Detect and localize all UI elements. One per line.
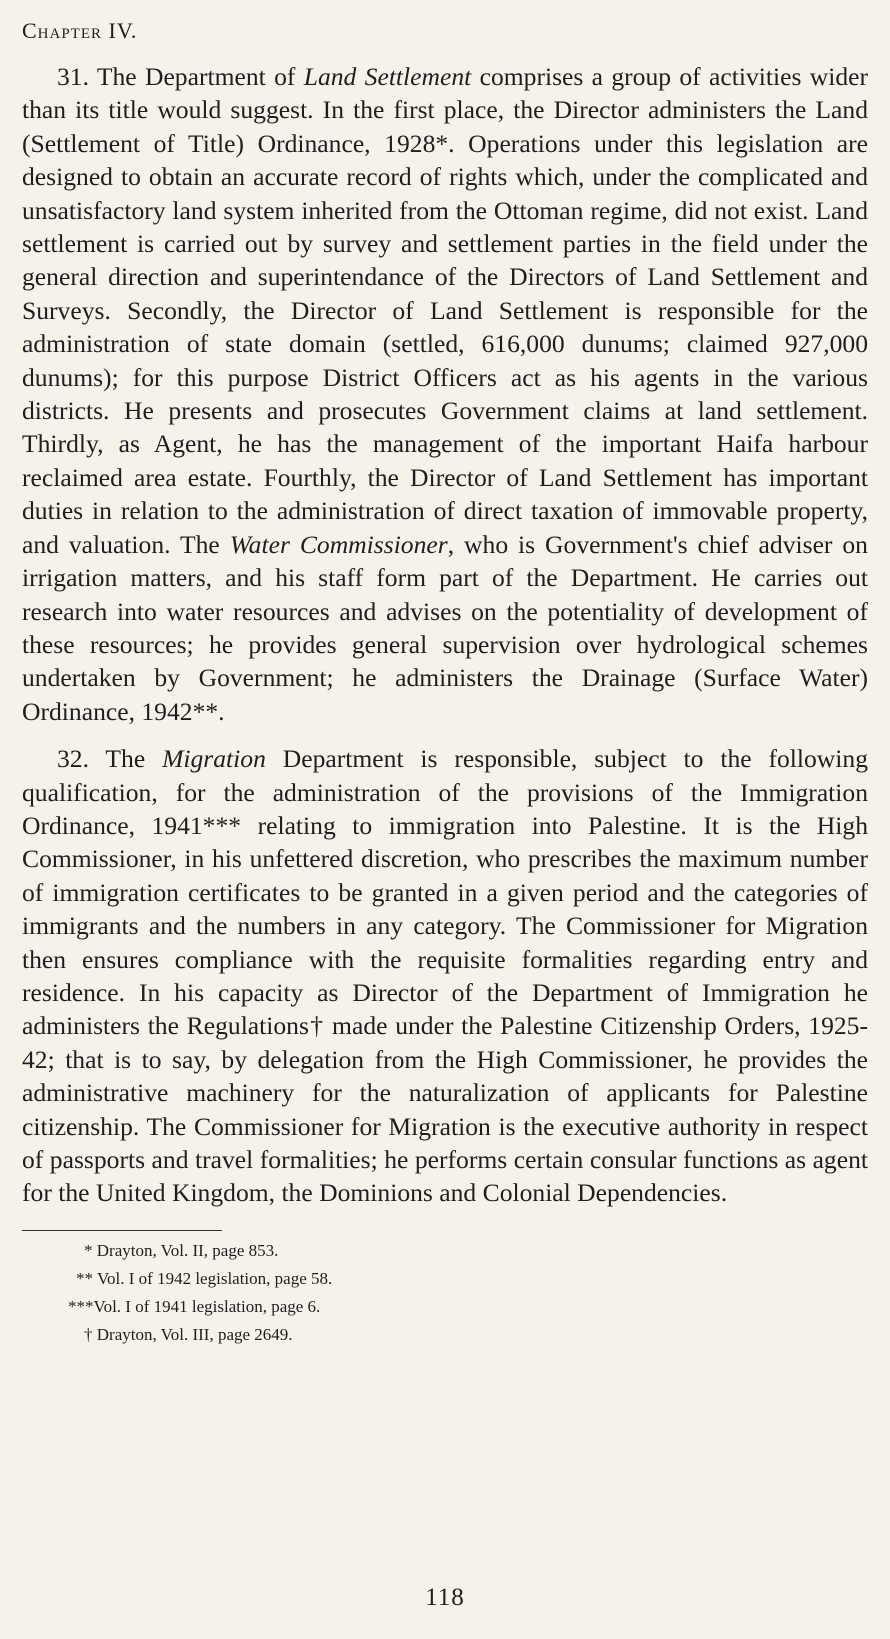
footnote	[22, 1265, 868, 1293]
paragraph-31-text-1: 31. The Department of	[57, 62, 304, 91]
footnote-text: Vol. I of 1941 legislation, page 6.	[93, 1296, 321, 1316]
paragraph-31-text-2: comprises a group of activities wider than its title would suggest. In the first place, the Director administers the Land (Settlement of Title) Ordinance, 1928*. Operations under this legislation are designed to obtain an accurate record of rights which, under the complicated and unsatisfactory land system inherited from the Ottoman regime, did not exist. Land settlement is carried out by survey and settlement parties in the field under the general direction and superintendance of the Directors of Land Settlement and Surveys. Secondly, the Director of Land Settlement is responsible for the administration of state domain (settled, 616,000 dunums; claimed 927,000 dunums); for this purpose District Officers act as his agents in the various districts. He presents and prosecutes Government claims at land settlement. Thirdly, as Agent, he has the management of the important Haifa harbour reclaimed area estate. Fourthly, the Director of Land Settlement has important duties in relation to the administration of direct taxation of immovable property, and valuation. The	[22, 62, 868, 559]
footnote-text: Vol. I of 1942 legislation, page 58.	[96, 1268, 333, 1288]
paragraph-31-italic-2: Water Commissioner	[229, 529, 448, 559]
paragraph-32	[22, 742, 868, 1210]
paragraph-32-text-2: Department is responsible, subject to the following qualification, for the administration of the provisions of the Immigration Ordinance, 1941*** relating to immigration into Palestine. It is the High Commissioner, in his unfettered discretion, who prescribes the maximum number of immigration certificates to be granted in a given period and the categories of immigrants and the numbers in any category. The Commissioner for Migration then ensures compliance with the requisite formalities regarding entry and residence. In his capacity as Director of the Department of Immigration he administers the Regulations† made under the Palestine Citizenship Orders, 1925-42; that is to say, by delegation from the High Commissioner, he provides the administrative machinery for the naturalization of applicants for Palestine citizenship. The Commissioner for Migration is the executive authority in respect of passports and travel formalities; he performs certain consular functions as agent for the United Kingdom, the Dominions and Colonial Dependencies.	[22, 744, 868, 1208]
footnotes	[22, 1237, 868, 1349]
paragraph-31	[22, 60, 868, 728]
footnote-mark: ***	[68, 1296, 94, 1316]
chapter-heading: Chapter IV.	[22, 18, 138, 43]
page-number: 118	[425, 1584, 465, 1611]
footnote-mark: *	[84, 1240, 93, 1260]
paragraph-31-italic-1: Land Settlement	[303, 62, 472, 91]
paragraph-31-text-3: , who is Government's chief adviser on irrigation matters, and his staff form part of the Department. He carries out research into water resources and advises on the potentiality of development of these resources; he provides general supervision over hydrological schemes undertaken by Government; he administers the Drainage (Surface Water) Ordinance, 1942**.	[22, 529, 868, 726]
footnote-divider	[22, 1230, 222, 1231]
footnote-mark: **	[76, 1268, 93, 1288]
footnote	[22, 1293, 868, 1321]
paragraph-32-italic-1: Migration	[162, 744, 266, 774]
footnote-text: Drayton, Vol. III, page 2649.	[96, 1324, 293, 1344]
footnote	[22, 1321, 868, 1349]
footnote	[22, 1237, 868, 1265]
footnote-mark: †	[84, 1324, 93, 1344]
paragraph-32-text-1: 32. The	[57, 744, 163, 774]
footnote-text: Drayton, Vol. II, page 853.	[96, 1240, 279, 1260]
